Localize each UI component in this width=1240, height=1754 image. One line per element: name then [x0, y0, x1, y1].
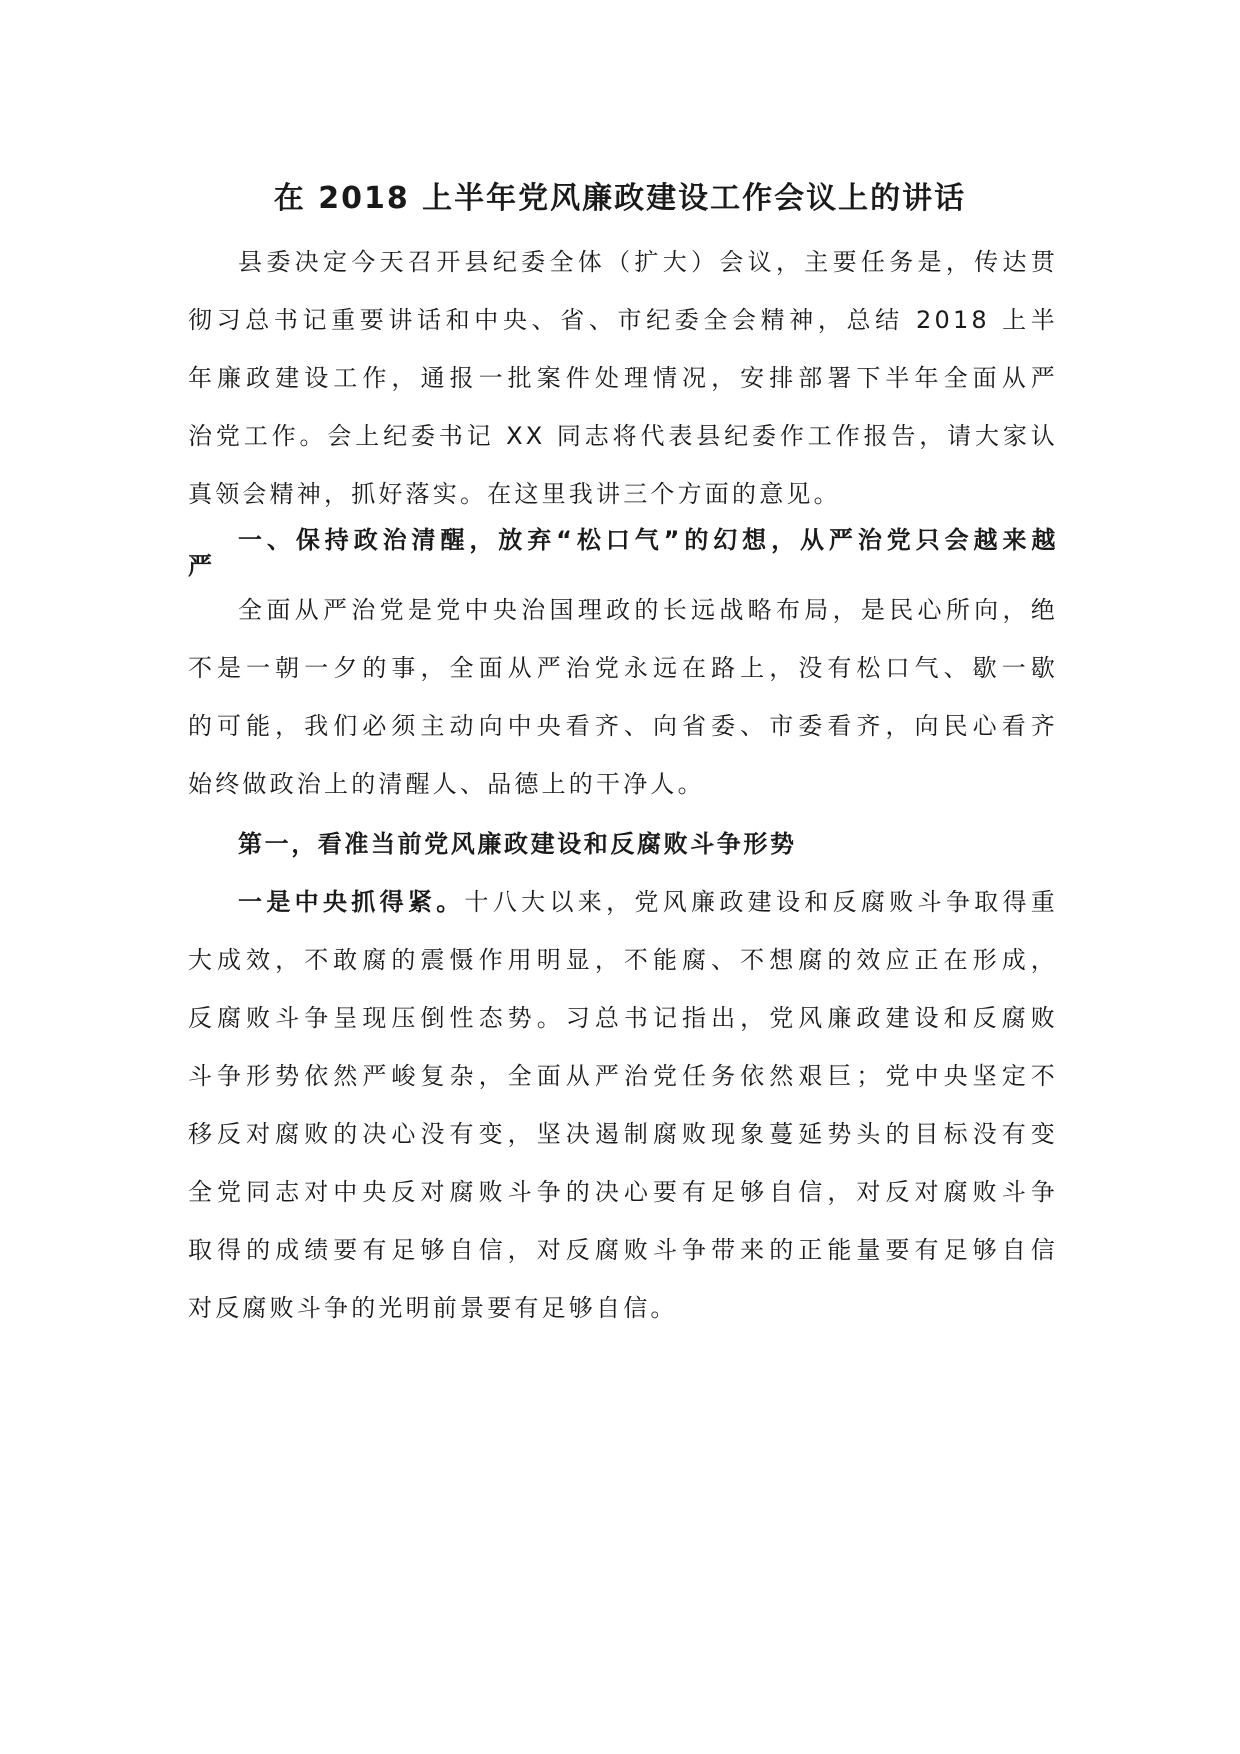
section-heading: 严	[188, 552, 215, 580]
subsection-para-line: 大成效，不敢腐的震慑作用明显，不能腐、不想腐的效应正在形成，	[188, 946, 1058, 974]
document-title: 在 2018 上半年党风廉政建设工作会议上的讲话	[273, 181, 967, 216]
intro-line: 县委决定今天召开县纪委全体（扩大）会议，主要任务是，传达贯	[238, 248, 1058, 276]
subsection-para-line: 取得的成绩要有足够自信，对反腐败斗争带来的正能量要有足够自信	[188, 1236, 1058, 1264]
intro-line: 年廉政建设工作，通报一批案件处理情况，安排部署下半年全面从严	[188, 364, 1058, 392]
intro-line: 治党工作。会上纪委书记 XX 同志将代表县纪委作工作报告，请大家认	[188, 422, 1058, 450]
section-heading: 一、保持政治清醒，放弃“松口气”的幻想，从严治党只会越来越	[238, 526, 1058, 554]
subsection-para-line: 反腐败斗争呈现压倒性态势。习总书记指出，党风廉政建设和反腐败	[188, 1004, 1058, 1032]
section-para-line: 不是一朝一夕的事，全面从严治党永远在路上，没有松口气、歇一歇	[188, 654, 1058, 682]
section-para-line: 的可能，我们必须主动向中央看齐、向省委、市委看齐，向民心看齐	[188, 712, 1058, 740]
subsection-para-line: 对反腐败斗争的光明前景要有足够自信。	[188, 1294, 678, 1322]
subsection-para-line: 斗争形势依然严峻复杂，全面从严治党任务依然艰巨；党中央坚定不	[188, 1062, 1058, 1090]
subsection-heading: 第一，看准当前党风廉政建设和反腐败斗争形势	[238, 830, 797, 858]
subsection-para-line: 全党同志对中央反对腐败斗争的决心要有足够自信，对反对腐败斗争	[188, 1178, 1058, 1206]
intro-line: 彻习总书记重要讲话和中央、省、市纪委全会精神，总结 2018 上半	[188, 306, 1058, 334]
subsection-para-line	[238, 882, 1058, 922]
lead-bold-text: 一是中央抓得紧。	[238, 888, 465, 916]
intro-line: 真领会精神，抓好落实。在这里我讲三个方面的意见。	[188, 480, 841, 508]
lead-rest-text: 十八大以来，党风廉政建设和反腐败斗争取得重	[464, 888, 1058, 916]
subsection-para-line: 移反对腐败的决心没有变，坚决遏制腐败现象蔓延势头的目标没有变	[188, 1120, 1058, 1148]
section-para-line: 全面从严治党是党中央治国理政的长远战略布局，是民心所向，绝	[238, 596, 1058, 624]
section-para-line: 始终做政治上的清醒人、品德上的干净人。	[188, 770, 705, 798]
